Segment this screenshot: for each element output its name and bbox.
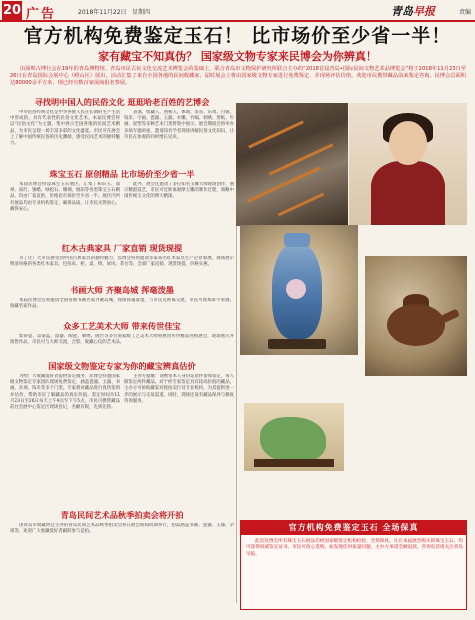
teapot-image xyxy=(365,256,467,376)
masthead xyxy=(0,0,475,22)
section-heading-calligraphy: 书画大师 齐聚岛城 挥毫泼墨 xyxy=(70,285,174,295)
section-heading-appraisal: 国家级文物鉴定专家为你的藏宝辨真估价 xyxy=(48,361,196,371)
lead-paragraph: 由深圳古博行会在19年的青岛博物馆、青岛市民古玩文化交流艺术博览会的基础上，联合青岛市文物保护研究所联合主办的“2018首届青岛•国际民间文物艺术品博览会”将于2018年11月23日至26日在青岛国际会展中心（崂山区）展出，活动汇集了来自全国各地的民间收藏家，届时展会上将由国家级文物专家进行免费鉴定，并现场评估价值，欢迎市民携带藏品前来鉴定咨询。民博会总面积达80000余平方米，现已经有数百家展商报名参展。 xyxy=(10,66,466,86)
section-heading-jewelry: 珠宝玉石 原创精品 比市场价至少省一半 xyxy=(49,169,195,179)
footer-notice-text: 此次民博会所有珠宝玉石展品均经国家级鉴定机构检验，全场保真。凡在本届展会购买的珠宝玉石，均可获得权威鉴定证书，市民可放心选购。如发现任何质量问题，主办方承诺全额退款。咨询电话请关注青岛早报。 xyxy=(246,539,463,557)
section-heading-furniture: 红木古典家具 厂家直销 现货现提 xyxy=(61,243,183,253)
appraisal-text-1: 为给广大收藏爱好者提供鉴定服务，民博会特邀国家级文物鉴定专家团队现场免费鉴定，涵盖瓷器、玉器、书画、杂项、钱币等多个门类。专家将对藏品进行真伪鉴别并估价，帮助市民了解藏品的真实价值。鉴定时间为11月23日至26日每天上午9点至下午5点，市民可携带藏品前往会展中心鉴定区现场登记，名额有限，先到先得。 xyxy=(10,374,120,411)
page-headline: 官方机构免费鉴定玉石！ 比市场价至少省一半！ xyxy=(23,25,452,47)
calligraphy-text: 本届民博会还将邀请全国各地书画名家齐聚岛城，现场挥毫泼墨，与市民近距离交流，市民可现场求字求画，收藏名家作品。 xyxy=(10,298,234,310)
section-heading-auction: 青岛民间艺术品秋季拍卖会将开拍 xyxy=(60,510,184,520)
craft-masters-text: 紫砂壶、景泰蓝、漆器、陶瓷、刺绣、砚台等多位国家级工艺美术大师将携带传世精品亮相展会，现场展示并销售作品，市民可与大师交流、合影，收藏心仪的艺术品。 xyxy=(10,334,234,346)
newspaper-logo xyxy=(391,3,435,18)
auction-text: 由青岛市收藏协会主办的青岛民间艺术品秋季拍卖会将在展会期间同期举行，拍品涵盖书画、瓷器、玉器、杂项等，欢迎广大收藏爱好者踊跃参与竞拍。 xyxy=(10,523,234,535)
issue-weekday: 星期四 xyxy=(132,9,151,16)
appraisal-text-2: 主办方提醒：请携带本人身份证原件参加鉴定，每人限鉴定两件藏品。对于经专家鉴定具有较高价值的藏品，主办方可协助藏家对接拍卖行及专业机构，为其提供进一步的展示与交易渠道。同时，现场还设有藏品保养与修复咨询服务。 xyxy=(124,374,234,404)
page-subhead: 家有藏宝不知真伪？ 国家级文物专家来民博会为你辨真！ xyxy=(98,50,377,63)
tiger-painting-image xyxy=(236,103,348,226)
folk-culture-text-2: 表演、收藏人、照相人、体现、鉴赏、东周、白银、钱币、字画、瓷器、玉器、木雕、竹编、刺绣、剪纸、年画、泥塑等多种艺术门类将集中展示。展会期间还将举办多场专题讲座，邀请知名学者现场讲解民俗文化知识，让市民在参观的同时增长见识。 xyxy=(124,110,234,140)
footer-notice-title: 官方机构免费鉴定玉石 全场保真 xyxy=(241,521,466,535)
folk-culture-text-1: 中华民俗传统文化是中华各族人民在长期的生产生活中形成的，具有代表性的民俗文化艺术。本届民博会将以“民俗文化”为主题，集中展示全国各地的民间艺术精品，为市民呈现一场丰富多彩的文化盛宴。市民可在展会上了解中国传统民俗的历史渊源，感受民间艺术的独特魅力。 xyxy=(10,110,120,147)
porcelain-vase-image xyxy=(240,225,358,355)
issue-date: 2018年11月22日 xyxy=(78,9,127,16)
section-heading-folk-culture: 寻找明中国人的民俗文化 逛逛哈老百姓的艺博会 xyxy=(34,97,210,107)
edition-label: 责编 xyxy=(458,9,471,16)
portrait-painting-image xyxy=(349,103,467,225)
section-heading-craft-masters: 众多工艺美术大师 带来传世佳宝 xyxy=(63,321,181,331)
furniture-text: 为了让广大市民感受到中国古典家具的独特魅力，民博会特别邀请多家知名红木家具生产企业参展，现场展示明清风格的各类红木家具，包括床、柜、桌、椅、屏风、茶台等，全部厂家直销，现货现提，价格实惠。 xyxy=(10,256,234,268)
jewelry-text-2: 此外，展会还邀请了多位知名玉雕大师现场创作，展示精湛技艺，市民可近距离观摩玉雕的制作过程，领略中国传统玉文化的博大精深。 xyxy=(124,182,234,200)
footer-notice-box xyxy=(240,520,467,610)
logo-part-2: 早报 xyxy=(413,5,435,18)
logo-part-1: 青岛 xyxy=(391,5,413,18)
section-label: 广告 xyxy=(26,7,57,22)
jade-carving-image xyxy=(244,403,344,471)
jewelry-text-1: 本届民博会特设珠宝玉石展区，汇集了和田玉、翡翠、南红、蜜蜡、绿松石、珊瑚、琥珀等各类珠宝玉石精品，均由厂家直供，价格比市场价至少省一半。展区内所有展品均由专业机构鉴定，确保品质，让市民买得放心、戴得安心。 xyxy=(10,182,120,212)
page-number: 20 xyxy=(2,3,22,18)
